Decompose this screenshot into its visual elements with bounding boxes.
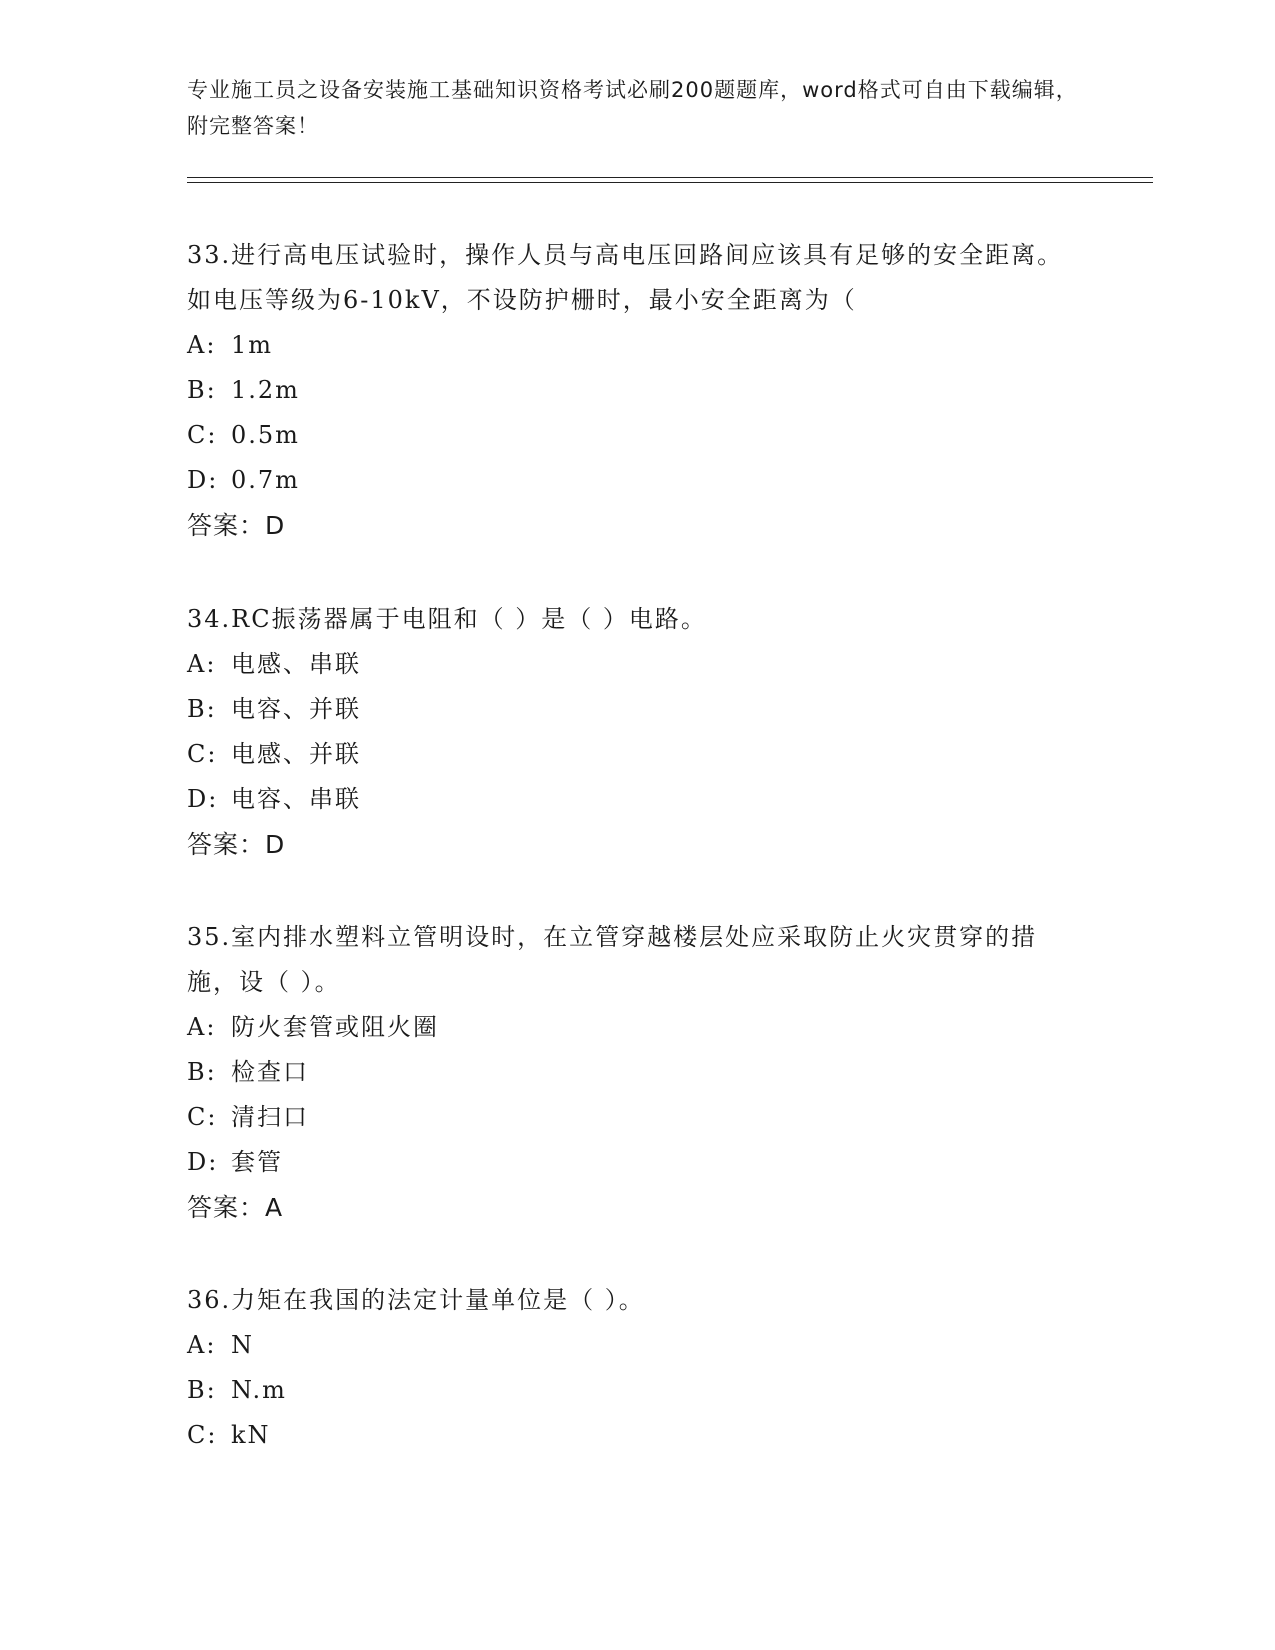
option-letter: A:	[187, 1013, 217, 1041]
option-letter: A:	[187, 331, 217, 359]
question-33	[187, 233, 1087, 548]
option-letter: B:	[187, 1376, 217, 1404]
option-letter: B:	[187, 376, 217, 404]
option-a	[187, 323, 1087, 368]
answer-line: 答案：A	[187, 1193, 284, 1222]
option-letter: A:	[187, 1331, 217, 1359]
question-stem: 33.进行高电压试验时，操作人员与高电压回路间应该具有足够的安全距离。如电压等级为6-10kV，不设防护栅时，最小安全距离为（	[187, 241, 1064, 314]
option-text: 1.2m	[231, 376, 300, 404]
answer-line: 答案：D	[187, 830, 286, 859]
option-b	[187, 687, 1087, 732]
option-letter: D:	[187, 466, 219, 494]
option-text: 电容、并联	[231, 695, 361, 723]
option-letter: C:	[187, 740, 218, 768]
option-a	[187, 1005, 1087, 1050]
option-letter: D:	[187, 785, 219, 813]
option-text: 1m	[231, 331, 274, 359]
option-text: 检查口	[231, 1058, 309, 1086]
option-text: 防火套管或阻火圈	[231, 1013, 439, 1041]
option-b	[187, 1368, 1087, 1413]
option-a	[187, 1323, 1087, 1368]
option-b	[187, 1050, 1087, 1095]
question-stem: 34.RC振荡器属于电阻和（ ）是（ ）电路。	[187, 605, 707, 633]
option-text: 电容、串联	[231, 785, 361, 813]
option-text: 电感、串联	[231, 650, 361, 678]
option-text: N	[231, 1331, 254, 1359]
option-letter: C:	[187, 1103, 218, 1131]
answer-line: 答案：D	[187, 511, 286, 540]
option-d	[187, 777, 1087, 822]
option-text: 清扫口	[231, 1103, 309, 1131]
header-divider-line	[187, 177, 1153, 178]
header-divider-line-double	[187, 182, 1153, 183]
option-c	[187, 413, 1087, 458]
option-letter: A:	[187, 650, 217, 678]
option-b	[187, 368, 1087, 413]
option-a	[187, 642, 1087, 687]
option-text: 0.5m	[231, 421, 300, 449]
option-text: N.m	[231, 1376, 287, 1404]
question-36	[187, 1278, 1087, 1458]
question-34	[187, 597, 1087, 867]
option-text: 0.7m	[231, 466, 300, 494]
option-letter: C:	[187, 1421, 218, 1449]
option-letter: B:	[187, 1058, 217, 1086]
option-d	[187, 1140, 1087, 1185]
question-stem: 36.力矩在我国的法定计量单位是（ ）。	[187, 1286, 645, 1314]
option-letter: C:	[187, 421, 218, 449]
option-letter: B:	[187, 695, 217, 723]
option-c	[187, 1095, 1087, 1140]
option-c	[187, 1413, 1087, 1458]
option-text: kN	[231, 1421, 271, 1449]
document-header: 专业施工员之设备安装施工基础知识资格考试必刷200题题库，word格式可自由下载编辑，附完整答案！	[187, 78, 1078, 138]
option-text: 电感、并联	[231, 740, 361, 768]
option-c	[187, 732, 1087, 777]
option-letter: D:	[187, 1148, 219, 1176]
question-35	[187, 915, 1087, 1230]
option-text: 套管	[231, 1148, 283, 1176]
option-d	[187, 458, 1087, 503]
question-stem: 35.室内排水塑料立管明设时，在立管穿越楼层处应采取防止火灾贯穿的措施，设（ ）。	[187, 923, 1038, 996]
